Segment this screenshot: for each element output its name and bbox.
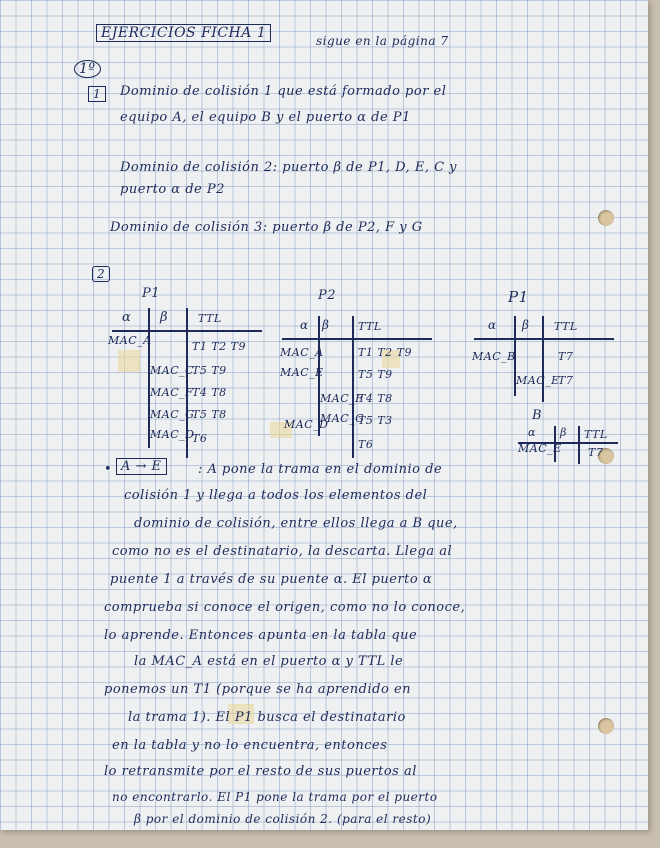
table-cell: MAC_A bbox=[280, 346, 324, 359]
table-cell: MAC_D bbox=[284, 418, 329, 431]
col-header: β bbox=[560, 426, 567, 439]
col-header: TTL bbox=[554, 320, 578, 333]
text-line: puente 1 a través de su puente α. El puerto α bbox=[110, 572, 433, 587]
section-number: 1 bbox=[88, 86, 106, 102]
text-line: ponemos un T1 (porque se ha aprendido en bbox=[104, 682, 412, 697]
text-line: Dominio de colisión 1 que está formado por el bbox=[120, 84, 447, 99]
text-line: : A pone la trama en el dominio de bbox=[198, 462, 443, 477]
table-cell: T6 bbox=[192, 432, 208, 445]
table-cell: MAC_A bbox=[108, 334, 152, 347]
table-p1 bbox=[108, 286, 268, 456]
bullet-dot: • bbox=[104, 462, 113, 477]
table-cell: T4 T8 bbox=[358, 392, 393, 405]
table-cell: T7 bbox=[558, 374, 574, 387]
table-cell: MAC_E bbox=[280, 366, 324, 379]
table-cell: T1 T2 T9 bbox=[192, 340, 246, 353]
col-header: TTL bbox=[584, 428, 608, 441]
section-number: 2 bbox=[92, 266, 110, 282]
text-line: lo aprende. Entonces apunta en la tabla que bbox=[104, 628, 418, 643]
table-cell: MAC_B bbox=[472, 350, 516, 363]
binder-hole bbox=[598, 718, 614, 734]
table-title: P1 bbox=[508, 288, 529, 306]
table-cell: T5 T9 bbox=[192, 364, 227, 377]
text-line: β por el dominio de colisión 2. (para el resto) bbox=[134, 812, 432, 826]
table-b bbox=[508, 408, 628, 468]
table-cell: T6 bbox=[358, 438, 374, 451]
text-line: comprueba si conoce el origen, como no lo conoce, bbox=[104, 600, 466, 615]
table-cell: MAC_G bbox=[320, 412, 365, 425]
table-title: B bbox=[532, 408, 543, 423]
table-title: P1 bbox=[142, 286, 161, 301]
text-line: no encontrarlo. El P1 pone la trama por el puerto bbox=[112, 790, 438, 804]
col-header: α bbox=[122, 310, 132, 325]
table-cell: MAC_E bbox=[518, 442, 562, 455]
table-cell: MAC_F bbox=[320, 392, 364, 405]
text-line: como no es el destinatario, la descarta. Llega al bbox=[112, 544, 453, 559]
table-cell: MAC_C bbox=[150, 364, 195, 377]
col-header: β bbox=[160, 310, 169, 325]
table-cell: T5 T8 bbox=[192, 408, 227, 421]
text-line: lo retransmite por el resto de sus puertos al bbox=[104, 764, 417, 779]
exercise-number: 1º bbox=[74, 60, 101, 78]
text-line: equipo A, el equipo B y el puerto α de P1 bbox=[120, 110, 411, 125]
col-header: α bbox=[488, 318, 497, 332]
text-line: en la tabla y no lo encuentra, entonces bbox=[112, 738, 388, 753]
route-label: A → E bbox=[116, 458, 167, 475]
table-cell: T4 T8 bbox=[192, 386, 227, 399]
col-header: β bbox=[522, 318, 530, 332]
text-line: Dominio de colisión 3: puerto β de P2, F y G bbox=[110, 220, 423, 235]
col-header: α bbox=[300, 318, 309, 332]
binder-hole bbox=[598, 210, 614, 226]
col-header: TTL bbox=[198, 312, 222, 325]
text-line: dominio de colisión, entre ellos llega a B que, bbox=[134, 516, 458, 531]
col-header: TTL bbox=[358, 320, 382, 333]
text-line: la trama 1). El P1 busca el destinatario bbox=[128, 710, 406, 725]
text-line: la MAC_A está en el puerto α y TTL le bbox=[134, 654, 404, 669]
table-cell: T7 bbox=[588, 446, 604, 459]
page-title: EJERCICIOS FICHA 1 bbox=[96, 24, 271, 42]
table-cell: MAC_G bbox=[150, 408, 195, 421]
col-header: β bbox=[322, 318, 330, 332]
table-p1-right bbox=[468, 288, 618, 398]
table-cell: T1 T2 T9 bbox=[358, 346, 412, 359]
table-cell: MAC_F bbox=[150, 386, 194, 399]
table-cell: T7 bbox=[558, 350, 574, 363]
table-cell: T5 T9 bbox=[358, 368, 393, 381]
text-line: Dominio de colisión 2: puerto β de P1, D, E, C y bbox=[120, 160, 458, 175]
table-cell: MAC_D bbox=[150, 428, 195, 441]
table-p2 bbox=[268, 288, 438, 458]
col-header: α bbox=[528, 426, 536, 439]
text-line: colisión 1 y llega a todos los elementos del bbox=[124, 488, 428, 503]
table-cell: T5 T3 bbox=[358, 414, 393, 427]
text-line: puerto α de P2 bbox=[120, 182, 225, 197]
continuation-note: sigue en la página 7 bbox=[316, 34, 449, 48]
table-cell: MAC_E bbox=[516, 374, 560, 387]
table-title: P2 bbox=[318, 288, 337, 303]
